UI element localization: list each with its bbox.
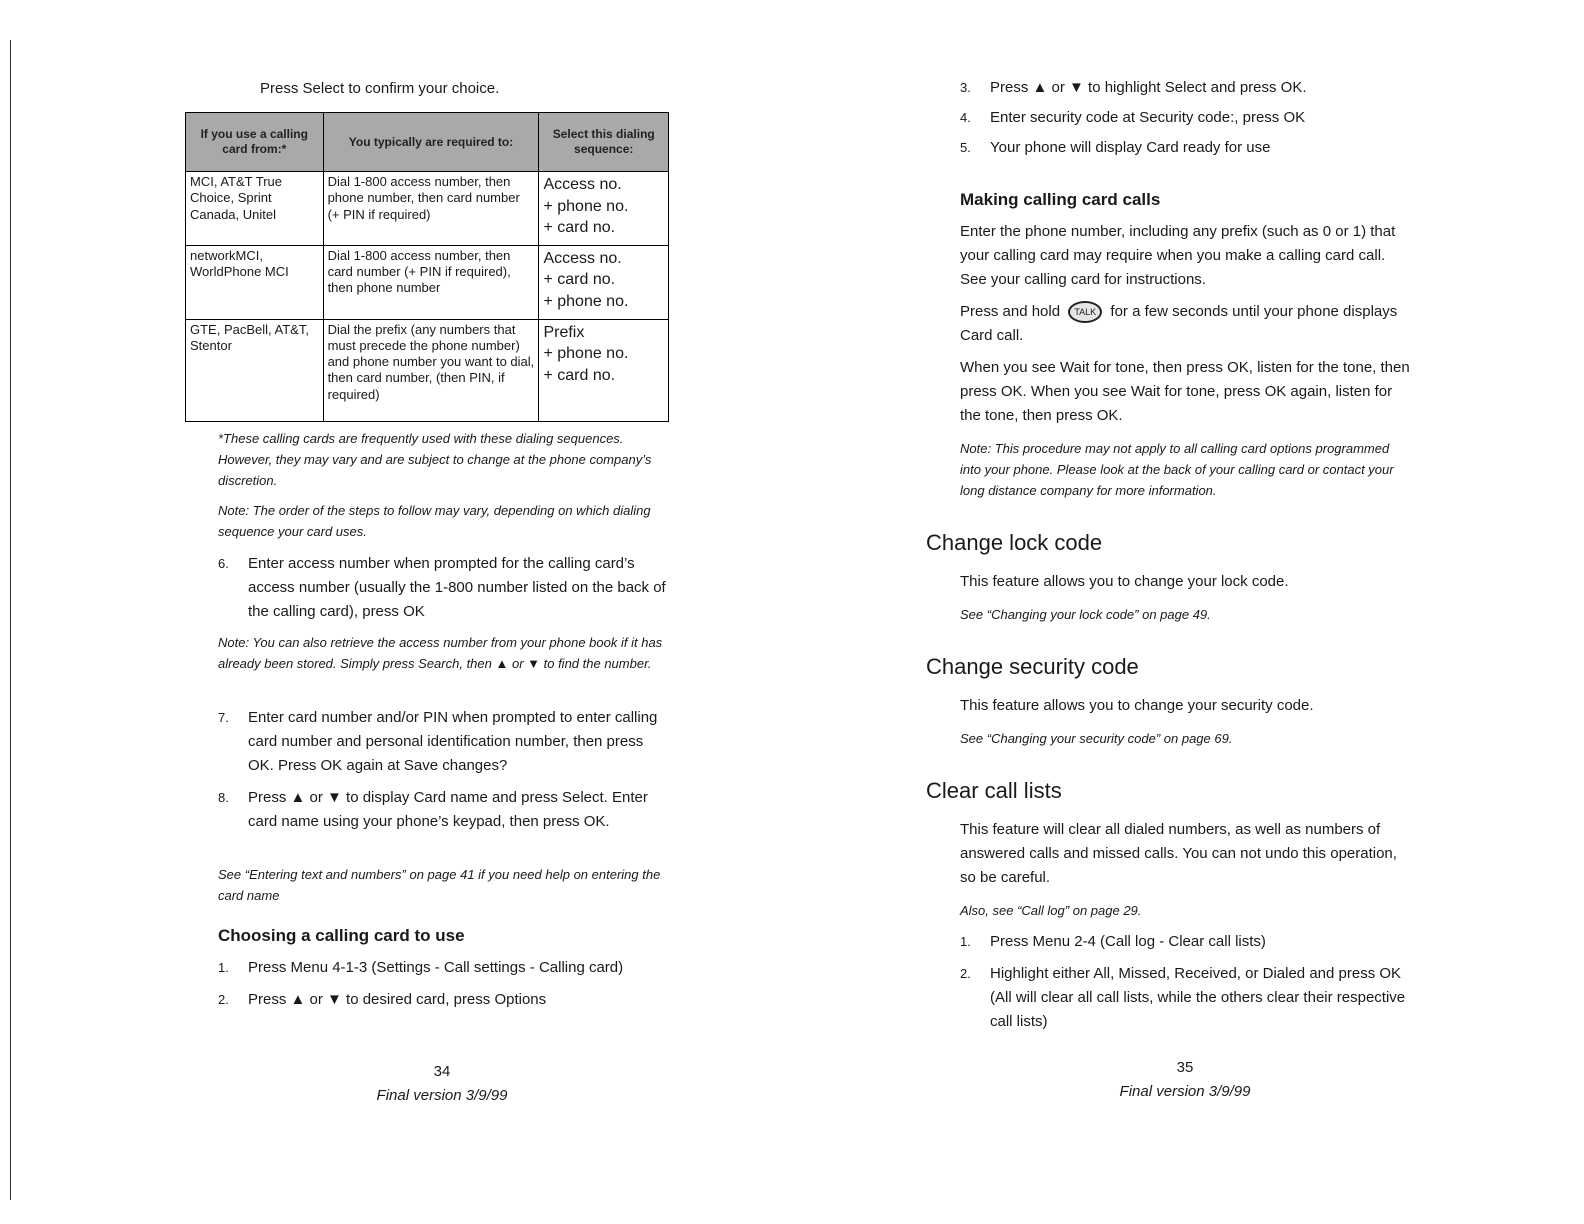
table-cell-required: Dial 1-800 access number, then phone number, then card number (+ PIN if required) bbox=[323, 172, 539, 246]
step-number: 2. bbox=[218, 992, 229, 1007]
step-text: Your phone will display Card ready for use bbox=[990, 139, 1271, 156]
list-item bbox=[218, 552, 666, 624]
step-text: Press ▲ or ▼ to display Card name and press Select. Enter card name using your phone’s keypad, then press OK. bbox=[248, 789, 648, 830]
lock-code-see: See “Changing your lock code” on page 49. bbox=[960, 607, 1211, 622]
page-number: 34 bbox=[433, 1063, 451, 1080]
table-header: If you use a calling card from:* bbox=[186, 113, 324, 172]
step-number: 8. bbox=[218, 790, 229, 805]
talk-key-icon: TALK bbox=[1068, 301, 1102, 323]
making-p2-end: for a few seconds until your phone displays Card call. bbox=[960, 303, 1398, 344]
heading-clear-call-lists: Clear call lists bbox=[926, 778, 1062, 803]
step-text: Press ▲ or ▼ to desired card, press Options bbox=[248, 991, 547, 1008]
step-text: Press ▲ or ▼ to highlight Select and press OK. bbox=[990, 79, 1307, 96]
making-paragraph-2 bbox=[960, 300, 1410, 348]
making-paragraph-1: Enter the phone number, including any prefix (such as 0 or 1) that your calling card may require when you make a calling card call. See your calling card for instructions. bbox=[960, 223, 1396, 288]
heading-choosing-card: Choosing a calling card to use bbox=[218, 926, 465, 945]
dialing-sequence-table bbox=[185, 112, 669, 422]
step-text: Enter access number when prompted for the calling card’s access number (usually the 1-800 number listed on the back of the calling card), press OK bbox=[248, 555, 666, 620]
heading-change-lock-code: Change lock code bbox=[926, 530, 1103, 555]
step-number: 5. bbox=[960, 140, 971, 155]
table-cell-required: Dial the prefix (any numbers that must precede the phone number) and phone number you want to dial, then card number, (then PIN, if required) bbox=[323, 319, 539, 421]
intro-text: Press Select to confirm your choice. bbox=[260, 80, 500, 97]
page-edge-line bbox=[10, 40, 11, 1200]
list-item bbox=[960, 930, 1410, 954]
step-number: 2. bbox=[960, 966, 971, 981]
version-label: Final version 3/9/99 bbox=[1119, 1083, 1251, 1100]
step-list-choosing bbox=[218, 956, 666, 1020]
table-header-row bbox=[186, 113, 669, 172]
clear-call-lists-see: Also, see “Call log” on page 29. bbox=[960, 903, 1142, 918]
table-row bbox=[186, 245, 669, 319]
table-cell-provider: GTE, PacBell, AT&T, Stentor bbox=[186, 319, 324, 421]
table-row bbox=[186, 172, 669, 246]
heading-making-calls: Making calling card calls bbox=[960, 190, 1161, 209]
table-cell-sequence: Prefix + phone no. + card no. bbox=[539, 319, 669, 421]
see-entering-text: See “Entering text and numbers” on page 41 if you need help on entering the card name bbox=[218, 867, 661, 903]
version-label: Final version 3/9/99 bbox=[376, 1087, 508, 1104]
note-step-order: Note: The order of the steps to follow may vary, depending on which dialing sequence your card uses. bbox=[218, 503, 651, 539]
table-footnote: *These calling cards are frequently used with these dialing sequences. However, they may vary and are subject to change at the phone company’s discretion. bbox=[218, 431, 652, 488]
step-number: 6. bbox=[218, 556, 229, 571]
step-text: Press Menu 2-4 (Call log - Clear call lists) bbox=[990, 933, 1266, 950]
step-number: 1. bbox=[218, 960, 229, 975]
list-item bbox=[960, 962, 1410, 1034]
table-cell-sequence: Access no. + phone no. + card no. bbox=[539, 172, 669, 246]
step-list-clear bbox=[960, 930, 1410, 1042]
table-cell-provider: MCI, AT&T True Choice, Sprint Canada, Unitel bbox=[186, 172, 324, 246]
table-cell-provider: networkMCI, WorldPhone MCI bbox=[186, 245, 324, 319]
step-number: 1. bbox=[960, 934, 971, 949]
list-item bbox=[960, 76, 1420, 100]
heading-change-security-code: Change security code bbox=[926, 654, 1139, 679]
list-item bbox=[218, 706, 666, 778]
step-list-7-8 bbox=[218, 706, 666, 842]
making-p2-start: Press and hold bbox=[960, 303, 1061, 320]
table-row bbox=[186, 319, 669, 421]
security-code-text: This feature allows you to change your security code. bbox=[960, 697, 1314, 714]
making-paragraph-3: When you see Wait for tone, then press OK, listen for the tone, then press OK. When you see Wait for tone, press OK again, listen for the tone, then press OK. bbox=[960, 359, 1410, 424]
page-footer bbox=[940, 1056, 1430, 1104]
note-retrieve-access: Note: You can also retrieve the access number from your phone book if it has already been stored. Simply press Search, then ▲ or ▼ to find the number. bbox=[218, 635, 663, 671]
step-text: Enter card number and/or PIN when prompted to enter calling card number and personal identification number, then press OK. Press OK again at Save changes? bbox=[248, 709, 658, 774]
security-code-see: See “Changing your security code” on page 69. bbox=[960, 731, 1233, 746]
page-footer bbox=[212, 1060, 672, 1108]
step-list-6 bbox=[218, 552, 666, 632]
clear-call-lists-text: This feature will clear all dialed numbers, as well as numbers of answered calls and missed calls. You can not undo this operation, so be careful. bbox=[960, 821, 1397, 886]
step-text: Highlight either All, Missed, Received, or Dialed and press OK (All will clear all call lists, while the others clear their respective call lists) bbox=[990, 965, 1406, 1030]
making-note: Note: This procedure may not apply to all calling card options programmed into your phone. Please look at the back of your calling card or contact your long distance company for more information. bbox=[960, 441, 1394, 498]
table-header: Select this dialing sequence: bbox=[539, 113, 669, 172]
lock-code-text: This feature allows you to change your lock code. bbox=[960, 573, 1289, 590]
list-item bbox=[960, 106, 1420, 130]
list-item bbox=[218, 786, 666, 834]
step-list-3-5 bbox=[960, 76, 1420, 168]
table-header: You typically are required to: bbox=[323, 113, 539, 172]
step-text: Enter security code at Security code:, press OK bbox=[990, 109, 1306, 126]
list-item bbox=[218, 988, 666, 1012]
step-text: Press Menu 4-1-3 (Settings - Call settings - Calling card) bbox=[248, 959, 624, 976]
page-number: 35 bbox=[1176, 1059, 1194, 1076]
list-item bbox=[960, 136, 1420, 160]
list-item bbox=[218, 956, 666, 980]
step-number: 3. bbox=[960, 80, 971, 95]
table-cell-sequence: Access no. + card no. + phone no. bbox=[539, 245, 669, 319]
step-number: 4. bbox=[960, 110, 971, 125]
table-cell-required: Dial 1-800 access number, then card number (+ PIN if required), then phone number bbox=[323, 245, 539, 319]
step-number: 7. bbox=[218, 710, 229, 725]
